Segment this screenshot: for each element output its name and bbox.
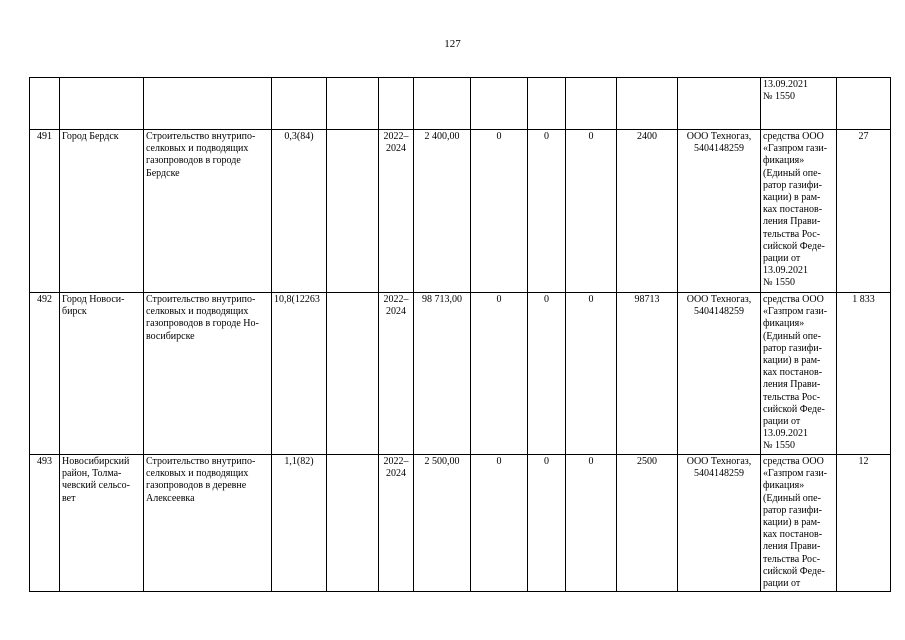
page-number: 127	[444, 38, 461, 50]
cell-v1: 0	[471, 293, 528, 455]
cell-empty	[327, 293, 379, 455]
cell-length: 10,8(12263	[272, 293, 327, 455]
cell-object: Строительство внутрипо- селковых и подводящих газопроводов в деревне Алексеевка	[144, 455, 272, 592]
cell-municipality: Город Новоси- бирск	[60, 293, 144, 455]
cell-num	[30, 78, 60, 130]
cell-v2: 0	[528, 293, 566, 455]
cell-empty	[327, 130, 379, 293]
cell-num: 493	[30, 455, 60, 592]
cell-v2	[528, 78, 566, 130]
cell-v1: 0	[471, 455, 528, 592]
cell-length: 1,1(82)	[272, 455, 327, 592]
cell-municipality	[60, 78, 144, 130]
table-row	[30, 293, 891, 455]
cell-length: 0,3(84)	[272, 130, 327, 293]
cell-count	[837, 78, 891, 130]
cell-count: 1 833	[837, 293, 891, 455]
cell-v2: 0	[528, 455, 566, 592]
cell-v4: 98713	[617, 293, 678, 455]
cell-period: 2022– 2024	[379, 293, 414, 455]
cell-total: 2 500,00	[414, 455, 471, 592]
cell-object: Строительство внутрипо- селковых и подводящих газопроводов в городе Бердске	[144, 130, 272, 293]
cell-count: 12	[837, 455, 891, 592]
cell-basis: средства ООО «Газпром гази- фикация» (Единый опе- ратор газифи- кации) в рам- ках постанов- ления Прави- тельства Рос- сийской Феде- рации от	[761, 455, 837, 592]
cell-v4	[617, 78, 678, 130]
cell-count: 27	[837, 130, 891, 293]
cell-v4: 2500	[617, 455, 678, 592]
cell-object: Строительство внутрипо- селковых и подводящих газопроводов в городе Но- восибирске	[144, 293, 272, 455]
cell-v3: 0	[566, 455, 617, 592]
cell-period: 2022– 2024	[379, 455, 414, 592]
cell-v3: 0	[566, 293, 617, 455]
cell-municipality: Город Бердск	[60, 130, 144, 293]
cell-object	[144, 78, 272, 130]
cell-num: 492	[30, 293, 60, 455]
cell-total	[414, 78, 471, 130]
cell-v1	[471, 78, 528, 130]
cell-executor: ООО Техногаз, 5404148259	[678, 293, 761, 455]
cell-v2: 0	[528, 130, 566, 293]
cell-empty	[327, 78, 379, 130]
cell-municipality: Новосибирский район, Толма- чевский сельсо- вет	[60, 455, 144, 592]
table-row	[30, 130, 891, 293]
cell-total: 98 713,00	[414, 293, 471, 455]
cell-length	[272, 78, 327, 130]
cell-period	[379, 78, 414, 130]
cell-basis: средства ООО «Газпром гази- фикация» (Единый опе- ратор газифи- кации) в рам- ках постанов- ления Прави- тельства Рос- сийской Феде- рации от 13.09.2021 № 1550	[761, 130, 837, 293]
cell-empty	[327, 455, 379, 592]
cell-v4: 2400	[617, 130, 678, 293]
cell-executor: ООО Техногаз, 5404148259	[678, 455, 761, 592]
cell-v3	[566, 78, 617, 130]
cell-executor	[678, 78, 761, 130]
cell-total: 2 400,00	[414, 130, 471, 293]
table-row	[30, 455, 891, 592]
cell-period: 2022– 2024	[379, 130, 414, 293]
cell-basis: средства ООО «Газпром гази- фикация» (Единый опе- ратор газифи- кации) в рам- ках постанов- ления Прави- тельства Рос- сийской Феде- рации от 13.09.2021 № 1550	[761, 293, 837, 455]
cell-num: 491	[30, 130, 60, 293]
table-row-continuation	[30, 78, 891, 130]
cell-basis: 13.09.2021 № 1550	[761, 78, 837, 130]
cell-v3: 0	[566, 130, 617, 293]
cell-executor: ООО Техногаз, 5404148259	[678, 130, 761, 293]
cell-v1: 0	[471, 130, 528, 293]
data-table	[29, 77, 891, 592]
